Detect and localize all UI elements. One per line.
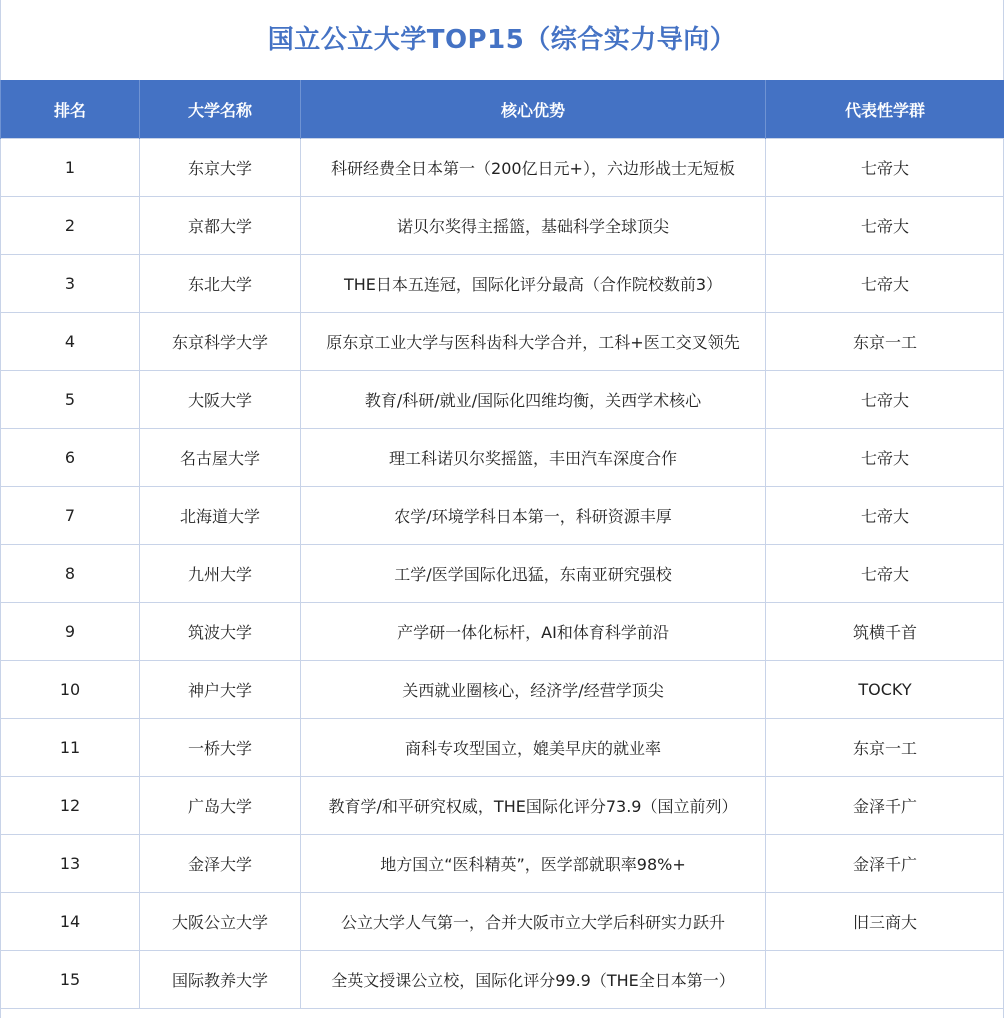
core-advantage-cell: 科研经费全日本第一（200亿日元+），六边形战士无短板 — [301, 139, 766, 197]
core-advantage-cell: 工学/医学国际化迅猛，东南亚研究强校 — [301, 545, 766, 603]
core-advantage-cell: 教育学/和平研究权威，THE国际化评分73.9（国立前列） — [301, 777, 766, 835]
table-row — [1, 719, 1004, 777]
header-representative-group: 代表性学群 — [766, 80, 1004, 139]
university-name-cell: 大阪公立大学 — [140, 893, 301, 951]
core-advantage-cell: 农学/环境学科日本第一，科研资源丰厚 — [301, 487, 766, 545]
rank-cell: 14 — [1, 893, 140, 951]
representative-group-cell: 七帝大 — [766, 487, 1004, 545]
table-row — [1, 139, 1004, 197]
representative-group-cell: 七帝大 — [766, 371, 1004, 429]
rank-cell: 8 — [1, 545, 140, 603]
university-name-cell: 大阪大学 — [140, 371, 301, 429]
core-advantage-cell: 产学研一体化标杆，AI和体育科学前沿 — [301, 603, 766, 661]
representative-group-cell: 七帝大 — [766, 545, 1004, 603]
table-row — [1, 835, 1004, 893]
table-row — [1, 197, 1004, 255]
header-university-name: 大学名称 — [140, 80, 301, 139]
university-name-cell: 名古屋大学 — [140, 429, 301, 487]
university-name-cell: 广岛大学 — [140, 777, 301, 835]
table-row — [1, 371, 1004, 429]
rank-cell: 5 — [1, 371, 140, 429]
core-advantage-cell: THE日本五连冠，国际化评分最高（合作院校数前3） — [301, 255, 766, 313]
table-row — [1, 313, 1004, 371]
core-advantage-cell: 理工科诺贝尔奖摇篮，丰田汽车深度合作 — [301, 429, 766, 487]
table-row — [1, 777, 1004, 835]
table-body — [1, 139, 1004, 1009]
representative-group-cell: 七帝大 — [766, 139, 1004, 197]
university-name-cell: 金泽大学 — [140, 835, 301, 893]
representative-group-cell: 七帝大 — [766, 429, 1004, 487]
university-name-cell: 东北大学 — [140, 255, 301, 313]
university-name-cell: 东京科学大学 — [140, 313, 301, 371]
rank-cell: 11 — [1, 719, 140, 777]
rank-cell: 10 — [1, 661, 140, 719]
representative-group-cell: 东京一工 — [766, 719, 1004, 777]
representative-group-cell: 旧三商大 — [766, 893, 1004, 951]
rank-cell: 4 — [1, 313, 140, 371]
table-row — [1, 893, 1004, 951]
rank-cell: 12 — [1, 777, 140, 835]
core-advantage-cell: 地方国立“医科精英”，医学部就职率98%+ — [301, 835, 766, 893]
rank-cell: 2 — [1, 197, 140, 255]
core-advantage-cell: 商科专攻型国立，媲美早庆的就业率 — [301, 719, 766, 777]
university-name-cell: 国际教养大学 — [140, 951, 301, 1009]
rank-cell: 13 — [1, 835, 140, 893]
core-advantage-cell: 教育/科研/就业/国际化四维均衡，关西学术核心 — [301, 371, 766, 429]
university-name-cell: 一桥大学 — [140, 719, 301, 777]
core-advantage-cell: 公立大学人气第一，合并大阪市立大学后科研实力跃升 — [301, 893, 766, 951]
table-header — [1, 80, 1004, 139]
representative-group-cell — [766, 951, 1004, 1009]
representative-group-cell: 筑横千首 — [766, 603, 1004, 661]
table-row — [1, 951, 1004, 1009]
ranking-table — [0, 80, 1004, 1009]
header-rank: 排名 — [1, 80, 140, 139]
representative-group-cell: 七帝大 — [766, 197, 1004, 255]
rank-cell: 3 — [1, 255, 140, 313]
header-core-advantage: 核心优势 — [301, 80, 766, 139]
university-name-cell: 筑波大学 — [140, 603, 301, 661]
representative-group-cell: 七帝大 — [766, 255, 1004, 313]
table-row — [1, 429, 1004, 487]
representative-group-cell: TOCKY — [766, 661, 1004, 719]
university-name-cell: 九州大学 — [140, 545, 301, 603]
header-row — [1, 80, 1004, 139]
page-title: 国立公立大学TOP15（综合实力导向） — [267, 25, 737, 55]
core-advantage-cell: 关西就业圈核心，经济学/经营学顶尖 — [301, 661, 766, 719]
table-row — [1, 487, 1004, 545]
table-row — [1, 661, 1004, 719]
rank-cell: 7 — [1, 487, 140, 545]
representative-group-cell: 金泽千广 — [766, 777, 1004, 835]
table-row — [1, 545, 1004, 603]
university-name-cell: 神户大学 — [140, 661, 301, 719]
core-advantage-cell: 诺贝尔奖得主摇篮，基础科学全球顶尖 — [301, 197, 766, 255]
rank-cell: 9 — [1, 603, 140, 661]
rank-cell: 6 — [1, 429, 140, 487]
rank-cell: 15 — [1, 951, 140, 1009]
university-name-cell: 东京大学 — [140, 139, 301, 197]
table-row — [1, 255, 1004, 313]
university-name-cell: 北海道大学 — [140, 487, 301, 545]
core-advantage-cell: 全英文授课公立校，国际化评分99.9（THE全日本第一） — [301, 951, 766, 1009]
representative-group-cell: 东京一工 — [766, 313, 1004, 371]
core-advantage-cell: 原东京工业大学与医科齿科大学合并，工科+医工交叉领先 — [301, 313, 766, 371]
university-name-cell: 京都大学 — [140, 197, 301, 255]
rank-cell: 1 — [1, 139, 140, 197]
representative-group-cell: 金泽千广 — [766, 835, 1004, 893]
table-row — [1, 603, 1004, 661]
